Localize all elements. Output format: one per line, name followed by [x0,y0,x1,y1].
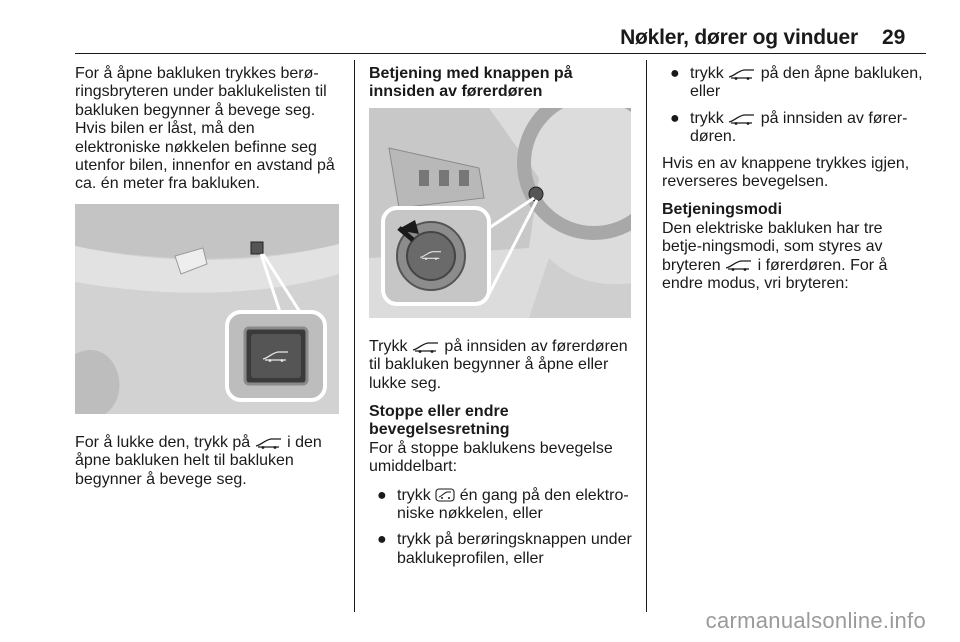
paragraph-close-tailgate: For å lukke den, trykk på i den åpne bakluken helt til bakluken begynner å bevege seg. [75,433,322,488]
list-item: ● trykk på den åpne bakluken, eller [670,65,923,101]
page-number: 29 [882,26,906,49]
heading-driver-door-button: Betjening med knappen på innsiden av førerdøren [369,65,573,101]
tailgate-icon [255,437,283,449]
tailgate-icon [412,341,440,353]
column-2 [369,65,633,576]
paragraph-open-tailgate: For å åpne bakluken trykkes berø-ringsbryteren under baklukelisten til bakluken begynner å bevege seg. Hvis bilen er låst, må den elektroniske nøkkelen befinne seg utenfor bilen, innenfor en avstand på ca. én meter fra bakluken. [75,65,335,193]
header-rule [75,53,926,54]
bullet: ● [670,109,680,127]
list-item: ● trykk på innsiden av fører-døren. [670,109,908,146]
tailgate-icon [728,68,756,80]
paragraph-press-driver-door: Trykk på innsiden av førerdøren til bakluken begynner å åpne eller lukke seg. [369,337,628,392]
page-header-title: Nøkler, dører og vinduer [620,26,858,49]
paragraph-stop-movement: For å stoppe baklukens bevegelse umiddelbart: [369,439,613,476]
column-divider-1 [354,60,355,612]
paragraph-reverse-movement: Hvis en av knappene trykkes igjen, reverseres bevegelsen. [662,154,910,191]
watermark: carmanualsonline.info [705,608,926,633]
bullet: ● [377,486,387,504]
key-tailgate-icon [435,488,455,502]
column-divider-2 [646,60,647,612]
tailgate-icon [728,113,756,125]
tailgate-switch-figure [75,204,339,414]
column-1 [75,65,341,499]
column-3 [662,65,926,303]
list-item: ● trykk på berøringsknappen under baklukeprofilen, eller [377,531,632,567]
heading-stop-change-direction: Stoppe eller endre bevegelsesretning [369,403,510,439]
heading-operating-modes: Betjeningsmodi [662,201,783,219]
paragraph-operating-modes: Den elektriske bakluken har tre betje-ningsmodi, som styres av bryteren i førerdøren. For å endre modus, vri bryteren: [662,219,888,293]
list-item: ● trykk én gang på den elektro-niske nøkkelen, eller [377,486,629,523]
bullet: ● [377,531,387,549]
driver-door-switch-figure [369,108,631,318]
stop-methods-list [369,487,633,569]
bullet: ● [670,65,680,82]
tailgate-icon [725,259,753,271]
stop-methods-list-continued [662,65,926,147]
